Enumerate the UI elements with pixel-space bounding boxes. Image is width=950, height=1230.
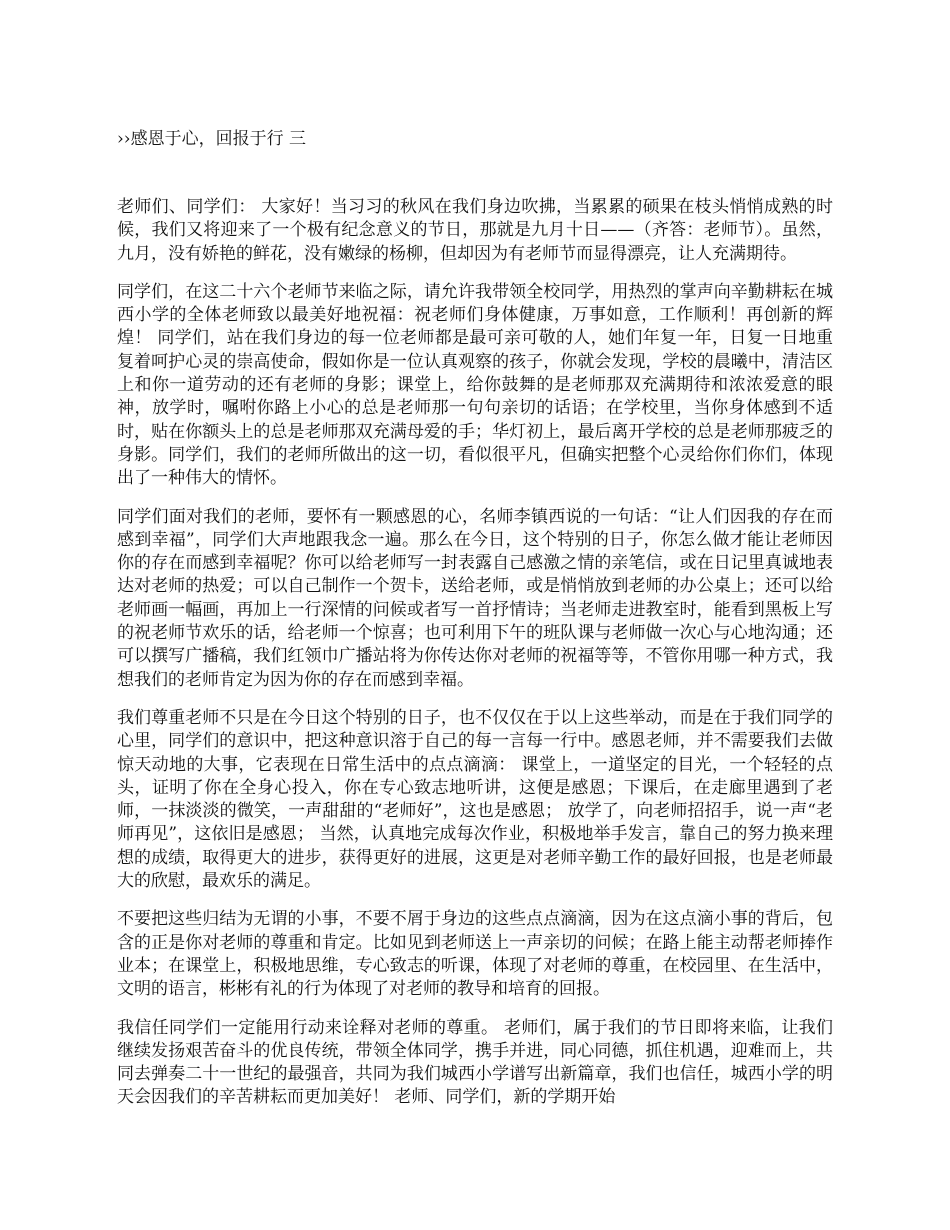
paragraph: 同学们，在这二十六个老师节来临之际，请允许我带领全校同学，用热烈的掌声向辛勤耕耘在城西小学的全体老师致以最美好地祝福：祝老师们身体健康，万事如意，工作顺利！再创新的辉煌！ 同学们，站在我们身边的每一位老师都是最可亲可敬的人，她们年复一年，日复一日地重复着呵护心灵的崇高使命，假如你是一位认真观察的孩子，你就会发现，学校的晨曦中，清洁区上和你一道劳动的还有老师的身影；课堂上，给你鼓舞的是老师那双充满期待和浓浓爱意的眼神，放学时，嘱咐你路上小心的总是老师那一句句亲切的话语；在学校里，当你身体感到不适时，贴在你额头上的总是老师那双充满母爱的手；华灯初上，最后离开学校的总是老师那疲乏的身影。同学们，我们的老师所做出的这一切，看似很平凡，但确实把整个心灵给你们你们，体现出了一种伟大的情怀。	[117, 281, 833, 489]
paragraph: 老师们、同学们： 大家好！当习习的秋风在我们身边吹拂，当累累的硕果在枝头悄悄成熟的时候，我们又将迎来了一个极有纪念意义的节日，那就是九月十日——（齐答：老师节）。虽然，九月，没有娇艳的鲜花，没有嫩绿的杨柳，但却因为有老师节而显得漂亮，让人充满期待。	[117, 197, 833, 264]
document-title: ››感恩于心，回报于行 三	[117, 129, 307, 149]
paragraph: 不要把这些归结为无谓的小事，不要不屑于身边的这些点点滴滴，因为在这点滴小事的背后，包含的正是你对老师的尊重和肯定。比如见到老师送上一声亲切的问候；在路上能主动帮老师捧作业本；在课堂上，积极地思维，专心致志的听课，体现了对老师的尊重，在校园里、在生活中，文明的语言，彬彬有礼的行为体现了对老师的教导和培育的回报。	[117, 909, 833, 1000]
document-body	[117, 196, 833, 1125]
paragraph: 我信任同学们一定能用行动来诠释对老师的尊重。 老师们，属于我们的节日即将来临，让我们继续发扬艰苦奋斗的优良传统，带领全体同学，携手并进，同心同德，抓住机遇，迎难而上，共同去弹奏二十一世纪的最强音，共同为我们城西小学谱写出新篇章，我们也信任，城西小学的明天会因我们的辛苦耕耘而更加美好！ 老师、同学们，新的学期开始	[117, 1017, 833, 1108]
paragraph: 我们尊重老师不只是在今日这个特别的日子，也不仅仅在于以上这些举动，而是在于我们同学的心里，同学们的意识中，把这种意识溶于自己的每一言每一行中。感恩老师，并不需要我们去做惊天动地的大事，它表现在日常生活中的点点滴滴： 课堂上，一道坚定的目光，一个轻轻的点头，证明了你在全身心投入，你在专心致志地听讲，这便是感恩；下课后，在走廊里遇到了老师，一抹淡淡的微笑，一声甜甜的“老师好”，这也是感恩； 放学了，向老师招招手，说一声“老师再见”，这依旧是感恩； 当然，认真地完成每次作业，积极地举手发言，靠自己的努力换来理想的成绩，取得更大的进步，获得更好的进展，这更是对老师辛勤工作的最好回报，也是老师最大的欣慰，最欢乐的满足。	[117, 707, 833, 892]
paragraph: 同学们面对我们的老师，要怀有一颗感恩的心，名师李镇西说的一句话：“让人们因我的存在而感到幸福”，同学们大声地跟我念一遍。那么在今日，这个特别的日子，你怎么做才能让老师因你的存在而感到幸福呢？你可以给老师写一封表露自己感激之情的亲笔信，或在日记里真诚地表达对老师的热爱；可以自己制作一个贺卡，送给老师，或是悄悄放到老师的办公桌上；还可以给老师画一幅画，再加上一行深情的问候或者写一首抒情诗；当老师走进教室时，能看到黑板上写的祝老师节欢乐的话，给老师一个惊喜；也可利用下午的班队课与老师做一次心与心地沟通；还可以撰写广播稿，我们红领巾广播站将为你传达你对老师的祝福等等，不管你用哪一种方式，我想我们的老师肯定为因为你的存在而感到幸福。	[117, 506, 833, 690]
